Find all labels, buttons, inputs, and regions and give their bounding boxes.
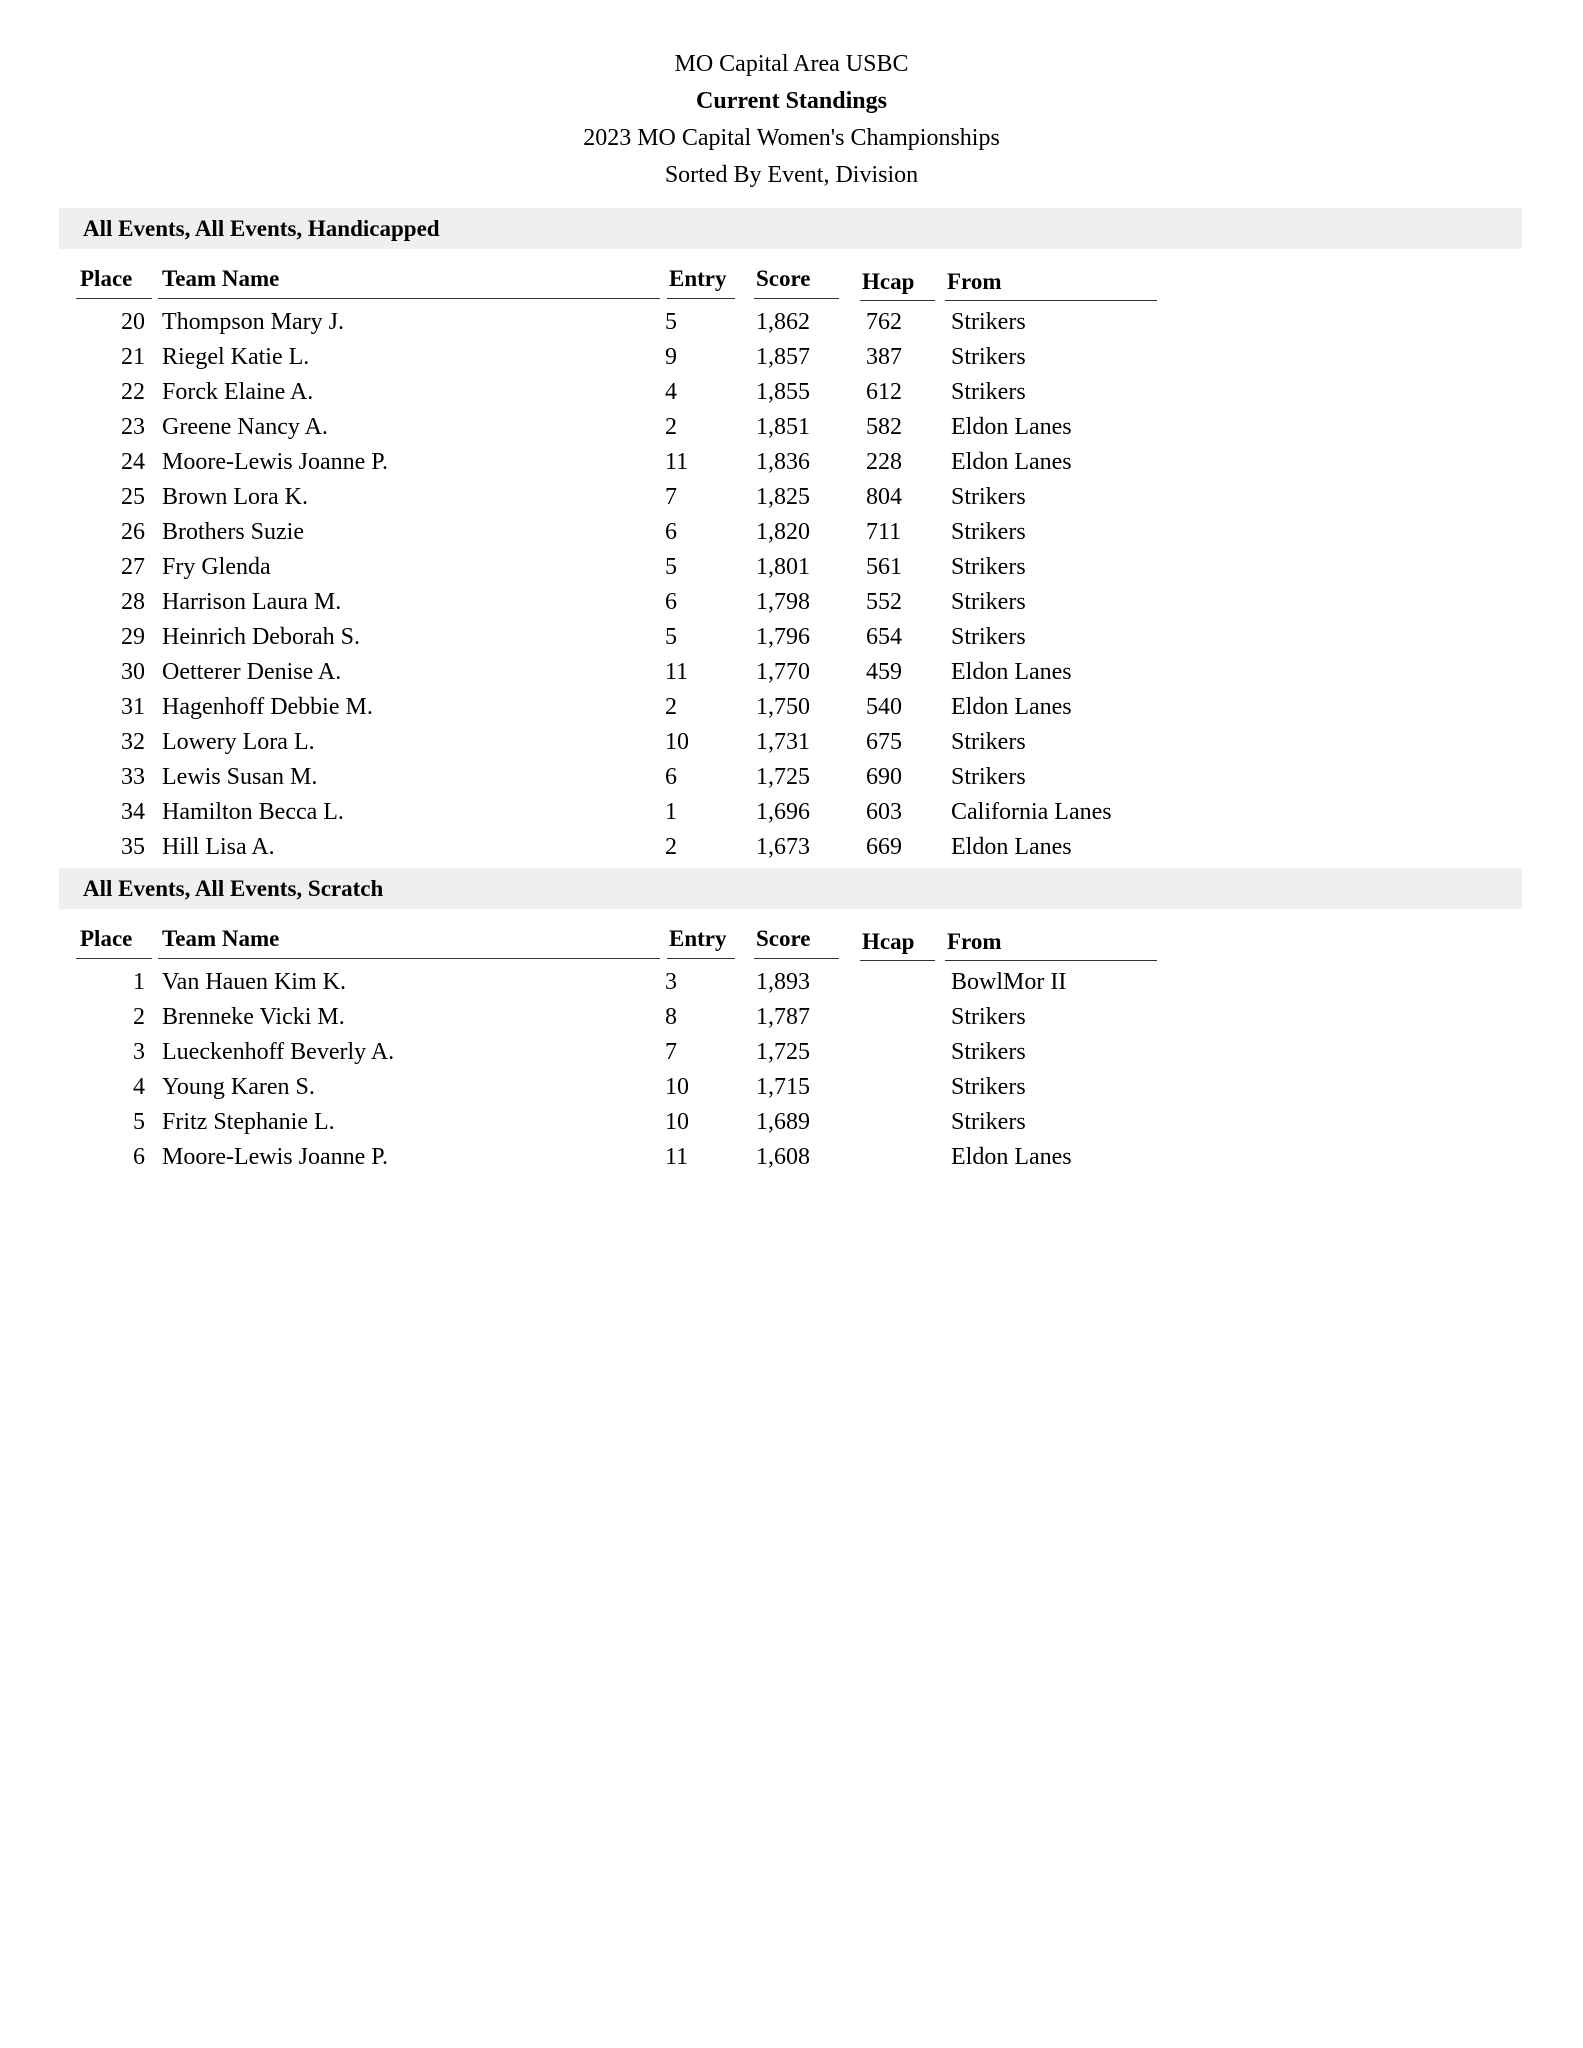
cell-entry: 5 (665, 309, 677, 335)
cell-hcap: 603 (866, 799, 902, 825)
cell-score: 1,770 (756, 659, 810, 685)
cell-place: 32 (121, 729, 145, 755)
cell-place: 28 (121, 589, 145, 615)
cell-team-name: Fry Glenda (162, 554, 271, 580)
cell-hcap: 654 (866, 624, 902, 650)
cell-team-name: Brothers Suzie (162, 519, 304, 545)
cell-entry: 5 (665, 624, 677, 650)
cell-place: 33 (121, 764, 145, 790)
cell-hcap: 228 (866, 449, 902, 475)
cell-team-name: Riegel Katie L. (162, 344, 310, 370)
cell-team-name: Thompson Mary J. (162, 309, 344, 335)
cell-from: Eldon Lanes (951, 694, 1072, 720)
cell-entry: 11 (665, 1144, 689, 1170)
cell-hcap: 804 (866, 484, 902, 510)
cell-entry: 9 (665, 344, 677, 370)
col-underline-team-name (158, 298, 660, 299)
cell-place: 26 (121, 519, 145, 545)
cell-entry: 6 (665, 764, 677, 790)
col-header-entry: Entry (669, 266, 727, 291)
col-header-hcap: Hcap (862, 929, 915, 954)
cell-entry: 11 (665, 449, 689, 475)
cell-score: 1,836 (756, 449, 810, 475)
cell-place: 35 (121, 834, 145, 860)
cell-place: 5 (133, 1109, 145, 1135)
cell-score: 1,820 (756, 519, 810, 545)
cell-entry: 10 (665, 1074, 689, 1100)
cell-team-name: Forck Elaine A. (162, 379, 314, 405)
cell-hcap: 612 (866, 379, 902, 405)
cell-place: 2 (133, 1004, 145, 1030)
cell-from: Strikers (951, 344, 1026, 370)
cell-team-name: Moore-Lewis Joanne P. (162, 1144, 388, 1170)
cell-team-name: Hagenhoff Debbie M. (162, 694, 373, 720)
cell-score: 1,715 (756, 1074, 810, 1100)
cell-entry: 7 (665, 1039, 677, 1065)
organization-name: MO Capital Area USBC (674, 51, 909, 77)
cell-from: Strikers (951, 379, 1026, 405)
cell-from: Eldon Lanes (951, 834, 1072, 860)
cell-score: 1,696 (756, 799, 810, 825)
cell-score: 1,862 (756, 309, 810, 335)
col-header-team-name: Team Name (162, 926, 280, 951)
col-underline-hcap (860, 960, 935, 961)
cell-hcap: 459 (866, 659, 902, 685)
cell-entry: 3 (665, 969, 677, 995)
cell-score: 1,608 (756, 1144, 810, 1170)
col-header-from: From (947, 929, 1002, 954)
cell-team-name: Harrison Laura M. (162, 589, 342, 615)
cell-team-name: Brenneke Vicki M. (162, 1004, 345, 1030)
col-header-score: Score (756, 926, 811, 951)
cell-team-name: Moore-Lewis Joanne P. (162, 449, 388, 475)
section-title: All Events, All Events, Scratch (83, 876, 384, 901)
cell-hcap: 669 (866, 834, 902, 860)
cell-entry: 5 (665, 554, 677, 580)
cell-place: 3 (133, 1039, 145, 1065)
cell-score: 1,796 (756, 624, 810, 650)
cell-team-name: Oetterer Denise A. (162, 659, 342, 685)
cell-hcap: 582 (866, 414, 902, 440)
cell-from: BowlMor II (951, 969, 1067, 995)
cell-entry: 7 (665, 484, 677, 510)
cell-entry: 4 (665, 379, 677, 405)
col-header-from: From (947, 269, 1002, 294)
col-underline-from (945, 300, 1157, 301)
cell-team-name: Lowery Lora L. (162, 729, 315, 755)
cell-entry: 10 (665, 1109, 689, 1135)
cell-score: 1,750 (756, 694, 810, 720)
cell-score: 1,857 (756, 344, 810, 370)
cell-place: 22 (121, 379, 145, 405)
cell-entry: 6 (665, 589, 677, 615)
cell-score: 1,798 (756, 589, 810, 615)
cell-score: 1,855 (756, 379, 810, 405)
cell-team-name: Lueckenhoff Beverly A. (162, 1039, 395, 1065)
cell-entry: 11 (665, 659, 689, 685)
cell-score: 1,851 (756, 414, 810, 440)
cell-hcap: 690 (866, 764, 902, 790)
cell-hcap: 711 (866, 519, 902, 545)
cell-team-name: Heinrich Deborah S. (162, 624, 360, 650)
cell-entry: 2 (665, 834, 677, 860)
cell-place: 24 (121, 449, 145, 475)
cell-from: Strikers (951, 519, 1026, 545)
cell-from: Strikers (951, 1109, 1026, 1135)
cell-team-name: Lewis Susan M. (162, 764, 318, 790)
cell-score: 1,725 (756, 1039, 810, 1065)
cell-place: 34 (121, 799, 145, 825)
cell-place: 21 (121, 344, 145, 370)
cell-score: 1,673 (756, 834, 810, 860)
cell-hcap: 552 (866, 589, 902, 615)
col-underline-entry (667, 958, 735, 959)
cell-team-name: Greene Nancy A. (162, 414, 328, 440)
cell-place: 4 (133, 1074, 145, 1100)
cell-entry: 2 (665, 694, 677, 720)
sort-description: Sorted By Event, Division (664, 162, 919, 188)
cell-place: 27 (121, 554, 145, 580)
cell-from: Strikers (951, 764, 1026, 790)
cell-score: 1,825 (756, 484, 810, 510)
cell-hcap: 762 (866, 309, 902, 335)
cell-entry: 1 (665, 799, 677, 825)
cell-from: Strikers (951, 484, 1026, 510)
cell-place: 29 (121, 624, 145, 650)
cell-from: Eldon Lanes (951, 449, 1072, 475)
section-title: All Events, All Events, Handicapped (83, 216, 440, 241)
cell-hcap: 561 (866, 554, 902, 580)
cell-team-name: Young Karen S. (162, 1074, 315, 1100)
cell-from: Strikers (951, 1074, 1026, 1100)
col-header-place: Place (80, 266, 133, 291)
cell-from: Eldon Lanes (951, 1144, 1072, 1170)
cell-from: California Lanes (951, 799, 1112, 825)
cell-place: 31 (121, 694, 145, 720)
cell-place: 23 (121, 414, 145, 440)
cell-hcap: 387 (866, 344, 902, 370)
cell-place: 20 (121, 309, 145, 335)
cell-hcap: 540 (866, 694, 902, 720)
col-underline-score (754, 958, 839, 959)
cell-team-name: Hill Lisa A. (162, 834, 275, 860)
cell-team-name: Fritz Stephanie L. (162, 1109, 335, 1135)
cell-score: 1,893 (756, 969, 810, 995)
cell-from: Strikers (951, 1039, 1026, 1065)
report-title: Current Standings (696, 88, 887, 114)
cell-entry: 8 (665, 1004, 677, 1030)
cell-from: Strikers (951, 729, 1026, 755)
cell-entry: 10 (665, 729, 689, 755)
col-underline-place (76, 298, 152, 299)
cell-from: Eldon Lanes (951, 414, 1072, 440)
cell-score: 1,725 (756, 764, 810, 790)
cell-team-name: Brown Lora K. (162, 484, 308, 510)
cell-from: Strikers (951, 624, 1026, 650)
tournament-name: 2023 MO Capital Women's Championships (583, 125, 1000, 151)
cell-from: Strikers (951, 554, 1026, 580)
col-underline-place (76, 958, 152, 959)
cell-hcap: 675 (866, 729, 902, 755)
col-header-place: Place (80, 926, 133, 951)
cell-team-name: Hamilton Becca L. (162, 799, 344, 825)
cell-team-name: Van Hauen Kim K. (162, 969, 346, 995)
cell-place: 30 (121, 659, 145, 685)
col-header-score: Score (756, 266, 811, 291)
cell-place: 6 (133, 1144, 145, 1170)
cell-from: Strikers (951, 309, 1026, 335)
cell-from: Strikers (951, 589, 1026, 615)
cell-score: 1,689 (756, 1109, 810, 1135)
cell-from: Eldon Lanes (951, 659, 1072, 685)
cell-place: 1 (133, 969, 145, 995)
cell-entry: 6 (665, 519, 677, 545)
col-underline-team-name (158, 958, 660, 959)
cell-score: 1,787 (756, 1004, 810, 1030)
col-underline-score (754, 298, 839, 299)
col-underline-entry (667, 298, 735, 299)
col-underline-from (945, 960, 1157, 961)
cell-score: 1,731 (756, 729, 810, 755)
col-header-team-name: Team Name (162, 266, 280, 291)
cell-entry: 2 (665, 414, 677, 440)
cell-from: Strikers (951, 1004, 1026, 1030)
col-underline-hcap (860, 300, 935, 301)
cell-score: 1,801 (756, 554, 810, 580)
report-header (0, 46, 1583, 194)
cell-place: 25 (121, 484, 145, 510)
col-header-hcap: Hcap (862, 269, 915, 294)
col-header-entry: Entry (669, 926, 727, 951)
